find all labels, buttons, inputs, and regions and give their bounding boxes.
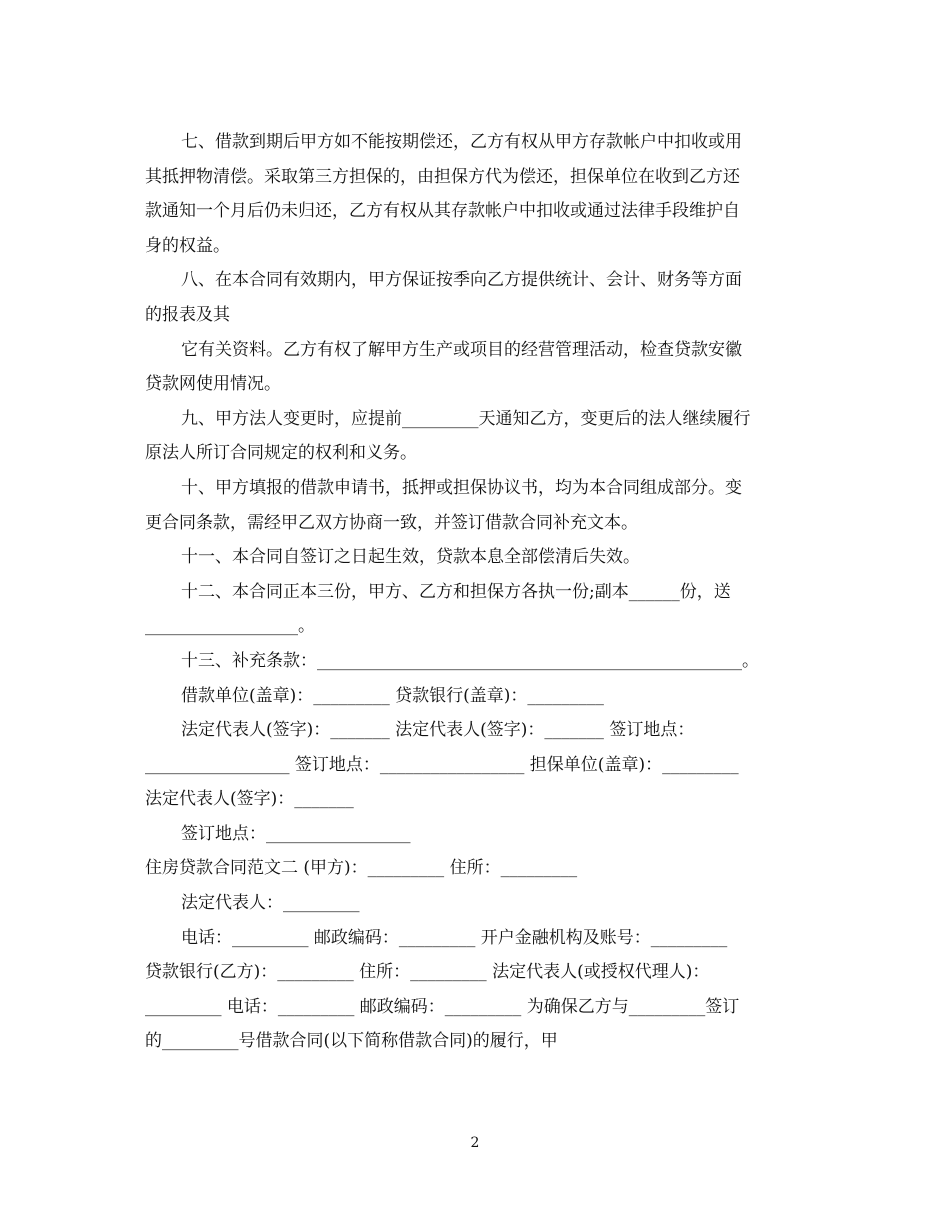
text-line: 借款单位(盖章)：_________ 贷款银行(盖章)：_________ xyxy=(181,685,604,706)
text-line: 的_________号借款合同(以下简称借款合同)的履行，甲 xyxy=(145,1031,558,1052)
text-line: _________ 电话：_________ 邮政编码：_________ 为确保乙方与_________签订 xyxy=(145,996,740,1017)
text-line: 法定代表人：_________ xyxy=(181,893,360,914)
text-line: 身的权益。 xyxy=(145,235,230,256)
text-line: 电话：_________ 邮政编码：_________ 开户金融机构及账号：_________ xyxy=(181,927,728,948)
text-line: 住房贷款合同范文二 (甲方)：_________ 住所：_________ xyxy=(145,858,578,879)
text-line: 十一、本合同自签订之日起生效，贷款本息全部偿清后失效。 xyxy=(181,547,640,568)
text-line: 贷款网使用情况。 xyxy=(145,374,281,395)
page-number: 2 xyxy=(470,1135,480,1151)
text-line: 原法人所订合同规定的权利和义务。 xyxy=(145,443,417,464)
text-line: 八、在本合同有效期内，甲方保证按季向乙方提供统计、会计、财务等方面 xyxy=(181,270,742,291)
text-line: 的报表及其 xyxy=(145,304,230,325)
document-body xyxy=(145,125,810,1059)
text-line: 款通知一个月后仍未归还，乙方有权从其存款帐户中扣收或通过法律手段维护自 xyxy=(145,201,740,222)
text-line: 九、甲方法人变更时，应提前_________天通知乙方，变更后的法人继续履行 xyxy=(181,408,751,429)
text-line: 十三、补充条款：__________________________________________________。 xyxy=(181,650,759,671)
text-line: 贷款银行(乙方)：_________ 住所：_________ 法定代表人(或授权代理人)： xyxy=(145,962,710,983)
text-line: 法定代表人(签字)：_______ xyxy=(145,789,354,810)
text-line: 七、借款到期后甲方如不能按期偿还，乙方有权从甲方存款帐户中扣收或用 xyxy=(181,132,742,152)
text-line: 签订地点：_________________ xyxy=(181,823,411,844)
text-line: 它有关资料。乙方有权了解甲方生产或项目的经营管理活动，检查贷款安徽 xyxy=(181,339,742,360)
text-line: 其抵押物清偿。采取第三方担保的，由担保方代为偿还，担保单位在收到乙方还 xyxy=(145,166,740,187)
text-line: 更合同条款，需经甲乙双方协商一致，并签订借款合同补充文本。 xyxy=(145,512,638,533)
text-line: 十二、本合同正本三份，甲方、乙方和担保方各执一份;副本______份，送 xyxy=(181,581,731,602)
text-line: __________________。 xyxy=(145,616,315,637)
text-line: 法定代表人(签字)：_______ 法定代表人(签字)：_______ 签订地点： xyxy=(181,720,695,741)
text-line: 十、甲方填报的借款申请书，抵押或担保协议书，均为本合同组成部分。变 xyxy=(181,477,742,498)
text-line: _________________ 签订地点：_________________ 担保单位(盖章)：_________ xyxy=(145,754,739,775)
